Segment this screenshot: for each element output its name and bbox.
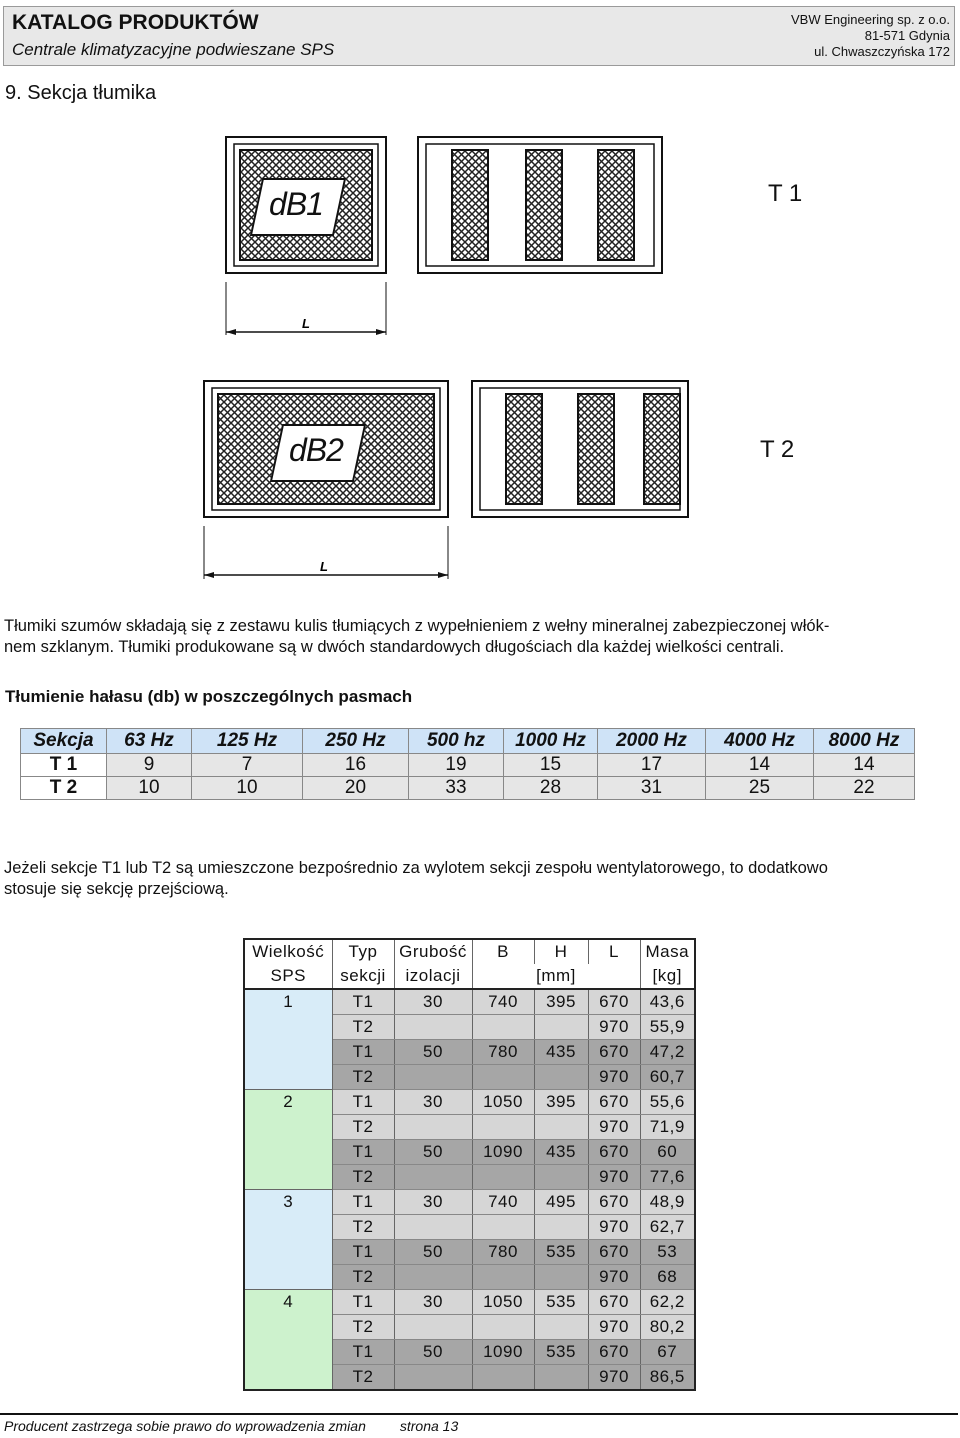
table-cell: 670 xyxy=(588,1240,640,1265)
table-cell: T1 xyxy=(332,1040,394,1065)
table-cell: 670 xyxy=(588,989,640,1015)
table-cell xyxy=(534,1365,588,1391)
table-cell: 1090 xyxy=(472,1140,534,1165)
size-cell xyxy=(244,1340,332,1365)
table-cell: 50 xyxy=(394,1040,472,1065)
page-header xyxy=(3,6,955,66)
table-cell xyxy=(534,1015,588,1040)
table-cell xyxy=(534,1215,588,1240)
table-cell: 1050 xyxy=(472,1290,534,1315)
table-cell: T2 xyxy=(332,1315,394,1340)
table-cell: 62,2 xyxy=(640,1290,695,1315)
header-cell: 125 Hz xyxy=(192,729,303,754)
table-cell: 7 xyxy=(192,754,303,777)
table-row xyxy=(244,989,695,1015)
size-cell xyxy=(244,1165,332,1190)
header-cell: 4000 Hz xyxy=(706,729,814,754)
table-row xyxy=(244,1365,695,1391)
table-cell: 60,7 xyxy=(640,1065,695,1090)
size-cell: 3 xyxy=(244,1190,332,1215)
table-row xyxy=(244,1315,695,1340)
description-line-2: nem szklanym. Tłumiki produkowane są w dwóch standardowych długościach dla każdej wielkości centrali. xyxy=(4,638,785,656)
table-cell: 55,9 xyxy=(640,1015,695,1040)
header-cell: 500 hz xyxy=(409,729,504,754)
table-cell: 68 xyxy=(640,1265,695,1290)
table-cell: T2 xyxy=(332,1065,394,1090)
table-cell: 50 xyxy=(394,1340,472,1365)
table-cell: 740 xyxy=(472,989,534,1015)
table-cell: 71,9 xyxy=(640,1115,695,1140)
table-cell xyxy=(472,1065,534,1090)
table-cell: 55,6 xyxy=(640,1090,695,1115)
table-cell: 28 xyxy=(504,777,598,800)
page-footer xyxy=(4,1418,458,1434)
page-number: strona 13 xyxy=(399,1418,459,1434)
header-cell: SPS xyxy=(244,964,332,989)
size-cell xyxy=(244,1315,332,1340)
table-cell: 970 xyxy=(588,1065,640,1090)
t2-db-label: dB2 xyxy=(289,432,343,468)
attenuation-table xyxy=(20,728,915,800)
table-row xyxy=(244,1290,695,1315)
table-cell: 970 xyxy=(588,1115,640,1140)
table-cell: 670 xyxy=(588,1140,640,1165)
dimensions-unit-row xyxy=(244,964,695,989)
table-cell xyxy=(534,1115,588,1140)
table-cell: 50 xyxy=(394,1140,472,1165)
size-cell: 4 xyxy=(244,1290,332,1315)
table-cell: 22 xyxy=(814,777,915,800)
table-cell xyxy=(394,1065,472,1090)
table-cell xyxy=(394,1215,472,1240)
table-cell: 30 xyxy=(394,989,472,1015)
table-cell xyxy=(534,1265,588,1290)
attenuation-title: Tłumienie hałasu (db) w poszczególnych pasmach xyxy=(5,687,413,706)
header-cell: B xyxy=(472,939,534,964)
table-cell: 970 xyxy=(588,1015,640,1040)
company-street: ul. Chwaszczyńska 172 xyxy=(814,44,950,59)
table-cell: 15 xyxy=(504,754,598,777)
table-cell: 535 xyxy=(534,1240,588,1265)
table-cell: 9 xyxy=(107,754,192,777)
table-row xyxy=(244,1015,695,1040)
table-cell: 60 xyxy=(640,1140,695,1165)
table-cell: 970 xyxy=(588,1315,640,1340)
table-cell: 30 xyxy=(394,1090,472,1115)
company-name: VBW Engineering sp. z o.o. xyxy=(791,12,950,27)
t1-db-label: dB1 xyxy=(269,186,323,222)
table-cell: 740 xyxy=(472,1190,534,1215)
table-row xyxy=(244,1265,695,1290)
table-cell xyxy=(394,1365,472,1391)
header-cell: 2000 Hz xyxy=(598,729,706,754)
section-title: 9. Sekcja tłumika xyxy=(5,82,157,104)
table-cell: 495 xyxy=(534,1190,588,1215)
table-cell: T2 xyxy=(332,1115,394,1140)
table-cell: 62,7 xyxy=(640,1215,695,1240)
table-cell: T2 xyxy=(332,1365,394,1391)
table-cell: 31 xyxy=(598,777,706,800)
t1-label: T 1 xyxy=(768,180,803,207)
table-cell: 970 xyxy=(588,1215,640,1240)
table-cell: 17 xyxy=(598,754,706,777)
table-cell: 780 xyxy=(472,1240,534,1265)
table-cell: T1 xyxy=(332,1140,394,1165)
t2-dimension-label: L xyxy=(320,559,328,574)
table-cell xyxy=(394,1315,472,1340)
table-cell: 14 xyxy=(706,754,814,777)
table-cell xyxy=(534,1065,588,1090)
table-cell: 53 xyxy=(640,1240,695,1265)
table-cell xyxy=(472,1165,534,1190)
company-city: 81-571 Gdynia xyxy=(864,28,950,43)
t1-dimension-label: L xyxy=(302,316,310,331)
size-cell: 1 xyxy=(244,989,332,1015)
table-cell xyxy=(534,1165,588,1190)
table-row xyxy=(21,777,915,800)
table-cell: 86,5 xyxy=(640,1365,695,1391)
header-cell: Wielkość xyxy=(244,939,332,964)
table-cell xyxy=(472,1265,534,1290)
table-row xyxy=(244,1165,695,1190)
header-cell: 1000 Hz xyxy=(504,729,598,754)
table-cell: 10 xyxy=(192,777,303,800)
size-cell xyxy=(244,1115,332,1140)
table-cell: 50 xyxy=(394,1240,472,1265)
header-cell: Sekcja xyxy=(21,729,107,754)
table-cell: 780 xyxy=(472,1040,534,1065)
table-cell: 25 xyxy=(706,777,814,800)
table-cell: T2 xyxy=(332,1165,394,1190)
table-cell: 33 xyxy=(409,777,504,800)
table-cell: 970 xyxy=(588,1365,640,1391)
header-cell: L xyxy=(588,939,640,964)
table-cell: 16 xyxy=(303,754,409,777)
size-cell xyxy=(244,1265,332,1290)
table-cell: 19 xyxy=(409,754,504,777)
table-cell: 670 xyxy=(588,1040,640,1065)
header-cell: Typ xyxy=(332,939,394,964)
table-cell xyxy=(472,1015,534,1040)
table-cell: 395 xyxy=(534,989,588,1015)
table-cell: 435 xyxy=(534,1040,588,1065)
table-row xyxy=(244,1340,695,1365)
footer-divider xyxy=(0,1413,958,1415)
table-cell: 670 xyxy=(588,1290,640,1315)
attenuation-header-row xyxy=(21,729,915,754)
header-cell: [kg] xyxy=(640,964,695,989)
t2-label: T 2 xyxy=(760,436,795,463)
dimensions-header-row xyxy=(244,939,695,964)
transition-note xyxy=(4,858,956,900)
header-cell: Masa xyxy=(640,939,695,964)
size-cell xyxy=(244,1365,332,1391)
header-cell: 250 Hz xyxy=(303,729,409,754)
table-cell xyxy=(394,1115,472,1140)
table-row xyxy=(21,754,915,777)
table-row xyxy=(244,1190,695,1215)
table-cell xyxy=(472,1115,534,1140)
size-cell xyxy=(244,1065,332,1090)
table-cell: T1 xyxy=(332,1340,394,1365)
table-cell xyxy=(472,1315,534,1340)
table-cell: 43,6 xyxy=(640,989,695,1015)
catalog-subtitle: Centrale klimatyzacyjne podwieszane SPS xyxy=(12,40,335,59)
company-address xyxy=(791,12,950,60)
table-cell: T2 xyxy=(332,1015,394,1040)
table-cell xyxy=(472,1215,534,1240)
table-cell: 670 xyxy=(588,1190,640,1215)
table-cell: 30 xyxy=(394,1190,472,1215)
table-cell: T2 xyxy=(332,1215,394,1240)
transition-note-line-2: stosuje się sekcję przejściową. xyxy=(4,880,229,898)
table-cell xyxy=(394,1265,472,1290)
table-cell xyxy=(394,1165,472,1190)
header-cell: sekcji xyxy=(332,964,394,989)
description-line-1: Tłumiki szumów składają się z zestawu kulis tłumiących z wypełnieniem z wełny mineralnej zabezpieczonej włók- xyxy=(4,617,830,635)
size-cell xyxy=(244,1215,332,1240)
table-cell: T1 xyxy=(332,1290,394,1315)
table-row xyxy=(244,1240,695,1265)
row-header-cell: T 1 xyxy=(21,754,107,777)
table-row xyxy=(244,1065,695,1090)
header-cell: [mm] xyxy=(472,964,640,989)
table-cell: 535 xyxy=(534,1290,588,1315)
description-paragraph xyxy=(4,616,956,658)
table-cell: 48,9 xyxy=(640,1190,695,1215)
table-cell: 10 xyxy=(107,777,192,800)
table-cell: 67 xyxy=(640,1340,695,1365)
header-cell: Grubość xyxy=(394,939,472,964)
transition-note-line-1: Jeżeli sekcje T1 lub T2 są umieszczone bezpośrednio za wylotem sekcji zespołu wentylatorowego, to dodatkowo xyxy=(4,859,828,877)
table-cell: T2 xyxy=(332,1265,394,1290)
table-cell: 395 xyxy=(534,1090,588,1115)
table-cell: 970 xyxy=(588,1165,640,1190)
dimensions-table xyxy=(243,938,696,1391)
size-cell xyxy=(244,1040,332,1065)
header-cell: izolacji xyxy=(394,964,472,989)
size-cell xyxy=(244,1015,332,1040)
table-cell xyxy=(394,1015,472,1040)
table-cell: T1 xyxy=(332,1190,394,1215)
table-row xyxy=(244,1115,695,1140)
table-cell: 20 xyxy=(303,777,409,800)
table-cell: 77,6 xyxy=(640,1165,695,1190)
table-cell: T1 xyxy=(332,1090,394,1115)
table-cell: 535 xyxy=(534,1340,588,1365)
header-cell: 8000 Hz xyxy=(814,729,915,754)
table-cell: 670 xyxy=(588,1340,640,1365)
table-cell: 970 xyxy=(588,1265,640,1290)
table-cell xyxy=(472,1365,534,1391)
table-row xyxy=(244,1215,695,1240)
footer-note: Producent zastrzega sobie prawo do wprowadzenia zmian xyxy=(4,1418,366,1434)
table-cell: 14 xyxy=(814,754,915,777)
table-row xyxy=(244,1040,695,1065)
table-row xyxy=(244,1140,695,1165)
size-cell: 2 xyxy=(244,1090,332,1115)
table-cell: 1090 xyxy=(472,1340,534,1365)
table-row xyxy=(244,1090,695,1115)
table-cell: 80,2 xyxy=(640,1315,695,1340)
table-cell: T1 xyxy=(332,989,394,1015)
catalog-title: KATALOG PRODUKTÓW xyxy=(12,11,259,34)
table-cell xyxy=(534,1315,588,1340)
row-header-cell: T 2 xyxy=(21,777,107,800)
table-cell: 670 xyxy=(588,1090,640,1115)
table-cell: 30 xyxy=(394,1290,472,1315)
table-cell: 435 xyxy=(534,1140,588,1165)
size-cell xyxy=(244,1240,332,1265)
header-cell: 63 Hz xyxy=(107,729,192,754)
header-cell: H xyxy=(534,939,588,964)
table-cell: T1 xyxy=(332,1240,394,1265)
size-cell xyxy=(244,1140,332,1165)
table-cell: 47,2 xyxy=(640,1040,695,1065)
table-cell: 1050 xyxy=(472,1090,534,1115)
